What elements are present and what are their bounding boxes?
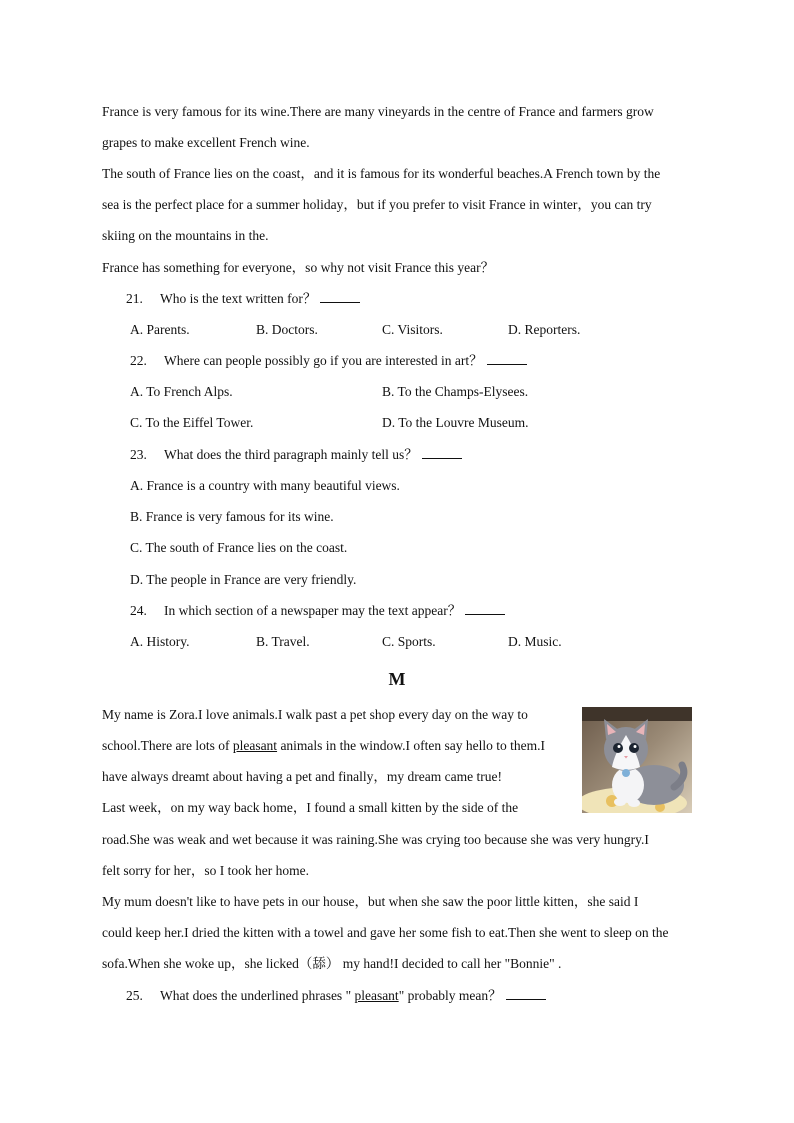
question-text: Who is the text written for？ <box>160 291 317 306</box>
passage-line: grapes to make excellent French wine. <box>102 135 310 150</box>
option-c: C. The south of France lies on the coast. <box>130 540 348 555</box>
passage-m-line <box>102 737 545 755</box>
question-number: 25. <box>126 988 143 1003</box>
question-text: What does the underlined phrases " <box>160 988 355 1003</box>
question-number: 23. <box>130 447 147 462</box>
question-text: In which section of a newspaper may the text appear？ <box>164 603 462 618</box>
question-text: Where can people possibly go if you are interested in art？ <box>164 353 483 368</box>
question-number: 24. <box>130 603 147 618</box>
section-heading: M <box>388 669 406 689</box>
question-25 <box>126 987 546 1005</box>
passage-m-line: have always dreamt about having a pet and finally，my dream came true! <box>102 769 502 784</box>
passage-m-line: could keep her.I dried the kitten with a towel and gave her some fish to eat.Then she went to sleep on the <box>102 925 669 940</box>
answer-blank[interactable] <box>320 290 360 303</box>
passage-m-line: My mum doesn't like to have pets in our house，but when she saw the poor little kitten，she said I <box>102 894 639 909</box>
underlined-word: pleasant <box>354 988 399 1003</box>
answer-blank[interactable] <box>506 987 546 1000</box>
passage-m-line: road.She was weak and wet because it was raining.She was crying too because she was very hungry.I <box>102 832 649 847</box>
option-a: A. To French Alps. <box>130 384 233 399</box>
passage-line: The south of France lies on the coast，and it is famous for its wonderful beaches.A French town by the <box>102 166 661 181</box>
option-a: A. History. <box>130 634 190 649</box>
underlined-word: pleasant <box>232 738 278 753</box>
option-d: D. Reporters. <box>508 322 581 337</box>
option-d: D. To the Louvre Museum. <box>382 415 529 430</box>
question-21 <box>126 290 360 308</box>
answer-blank[interactable] <box>422 446 462 459</box>
question-23 <box>130 446 462 464</box>
option-b: B. To the Champs-Elysees. <box>382 384 529 399</box>
option-b: B. France is very famous for its wine. <box>130 509 334 524</box>
option-c: C. Sports. <box>382 634 436 649</box>
option-d: D. The people in France are very friendly. <box>130 572 357 587</box>
text-segment: school.There are lots of <box>102 738 233 753</box>
passage-line: sea is the perfect place for a summer holiday，but if you prefer to visit France in winter，you can try <box>102 197 652 212</box>
question-number: 22. <box>130 353 147 368</box>
option-a: A. Parents. <box>130 322 190 337</box>
kitten-photo <box>582 707 692 813</box>
passage-m-line: sofa.When she woke up，she licked（舔） my hand!I decided to call her "Bonnie" . <box>102 956 562 971</box>
option-c: C. To the Eiffel Tower. <box>130 415 254 430</box>
question-24 <box>130 602 505 620</box>
question-number: 21. <box>126 291 143 306</box>
question-text: What does the third paragraph mainly tell us？ <box>164 447 418 462</box>
passage-line: France is very famous for its wine.There are many vineyards in the centre of France and farmers grow <box>102 104 654 119</box>
option-d: D. Music. <box>508 634 562 649</box>
passage-m-line: My name is Zora.I love animals.I walk past a pet shop every day on the way to <box>102 707 528 722</box>
question-22 <box>130 352 527 370</box>
option-a: A. France is a country with many beautiful views. <box>130 478 400 493</box>
passage-m-line: Last week，on my way back home，I found a small kitten by the side of the <box>102 800 519 815</box>
option-c: C. Visitors. <box>382 322 443 337</box>
question-text: " probably mean？ <box>398 988 502 1003</box>
answer-blank[interactable] <box>465 602 505 615</box>
passage-line: skiing on the mountains in the. <box>102 228 269 243</box>
answer-blank[interactable] <box>487 352 527 365</box>
option-b: B. Travel. <box>256 634 310 649</box>
passage-line: France has something for everyone，so why not visit France this year？ <box>102 260 495 275</box>
passage-m-line: felt sorry for her，so I took her home. <box>102 863 309 878</box>
text-segment: animals in the window.I often say hello to them.I <box>277 738 546 753</box>
option-b: B. Doctors. <box>256 322 318 337</box>
